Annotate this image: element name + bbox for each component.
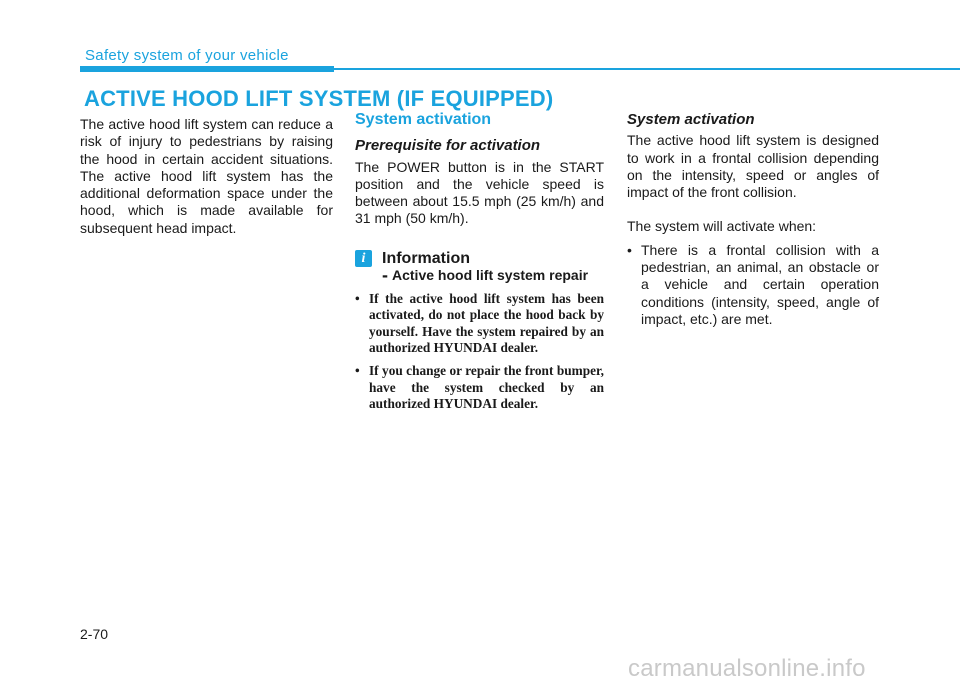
section-header-bar (80, 66, 334, 72)
activation-bullets (627, 242, 879, 328)
column-middle (355, 111, 604, 419)
activation-bullet: • There is a frontal collision with a pedestrian, an animal, an obstacle or a vehicle and certain operation conditions (intensity, speed, angle of impact, etc.) are met. (627, 242, 879, 328)
activation-lead: The system will activate when: (627, 218, 817, 235)
information-label: Information (382, 249, 470, 267)
system-activation-subheading: System activation (627, 111, 755, 128)
prerequisite-subheading: Prerequisite for activation (355, 137, 541, 155)
spacer (627, 201, 879, 218)
dash-icon: - (382, 265, 388, 286)
column-right (627, 111, 879, 328)
section-header-title: Safety system of your vehicle (85, 47, 289, 64)
information-bullet: • If the active hood lift system has been activated, do not place the hood back by yourself. Have the system repaired by an authorized HYUNDAI dealer. (355, 291, 604, 356)
information-subtitle: Active hood lift system repair (392, 267, 589, 284)
section-header-rule (334, 68, 960, 70)
information-subtitle-row (382, 265, 604, 286)
intro-paragraph: The active hood lift system can reduce a risk of injury to pedestrians by raising the hood in certain accident situations. The active hood lift system has the additional deformation space under the hood, which is made available for subsequent head impact. (80, 116, 333, 236)
information-bullet: • If you change or repair the front bumper, have the system checked by an authorized HYUNDAI dealer. (355, 363, 604, 412)
page-title: ACTIVE HOOD LIFT SYSTEM (IF EQUIPPED) (84, 86, 554, 111)
watermark-text: carmanualsonline.info (628, 655, 866, 682)
prerequisite-paragraph: The POWER button is in the START position and the vehicle speed is between about 15.5 mph (25 km/h) and 31 mph (50 km/h). (355, 158, 604, 227)
system-activation-paragraph: The active hood lift system is designed to work in a frontal collision depending on the intensity, speed or angles of impact of the front collision. (627, 132, 879, 201)
column-left (80, 116, 333, 237)
system-activation-heading: System activation (355, 111, 492, 128)
info-icon: i (355, 250, 372, 267)
page-number: 2-70 (80, 626, 109, 642)
information-box-header (355, 250, 604, 267)
information-bullets (355, 291, 604, 412)
